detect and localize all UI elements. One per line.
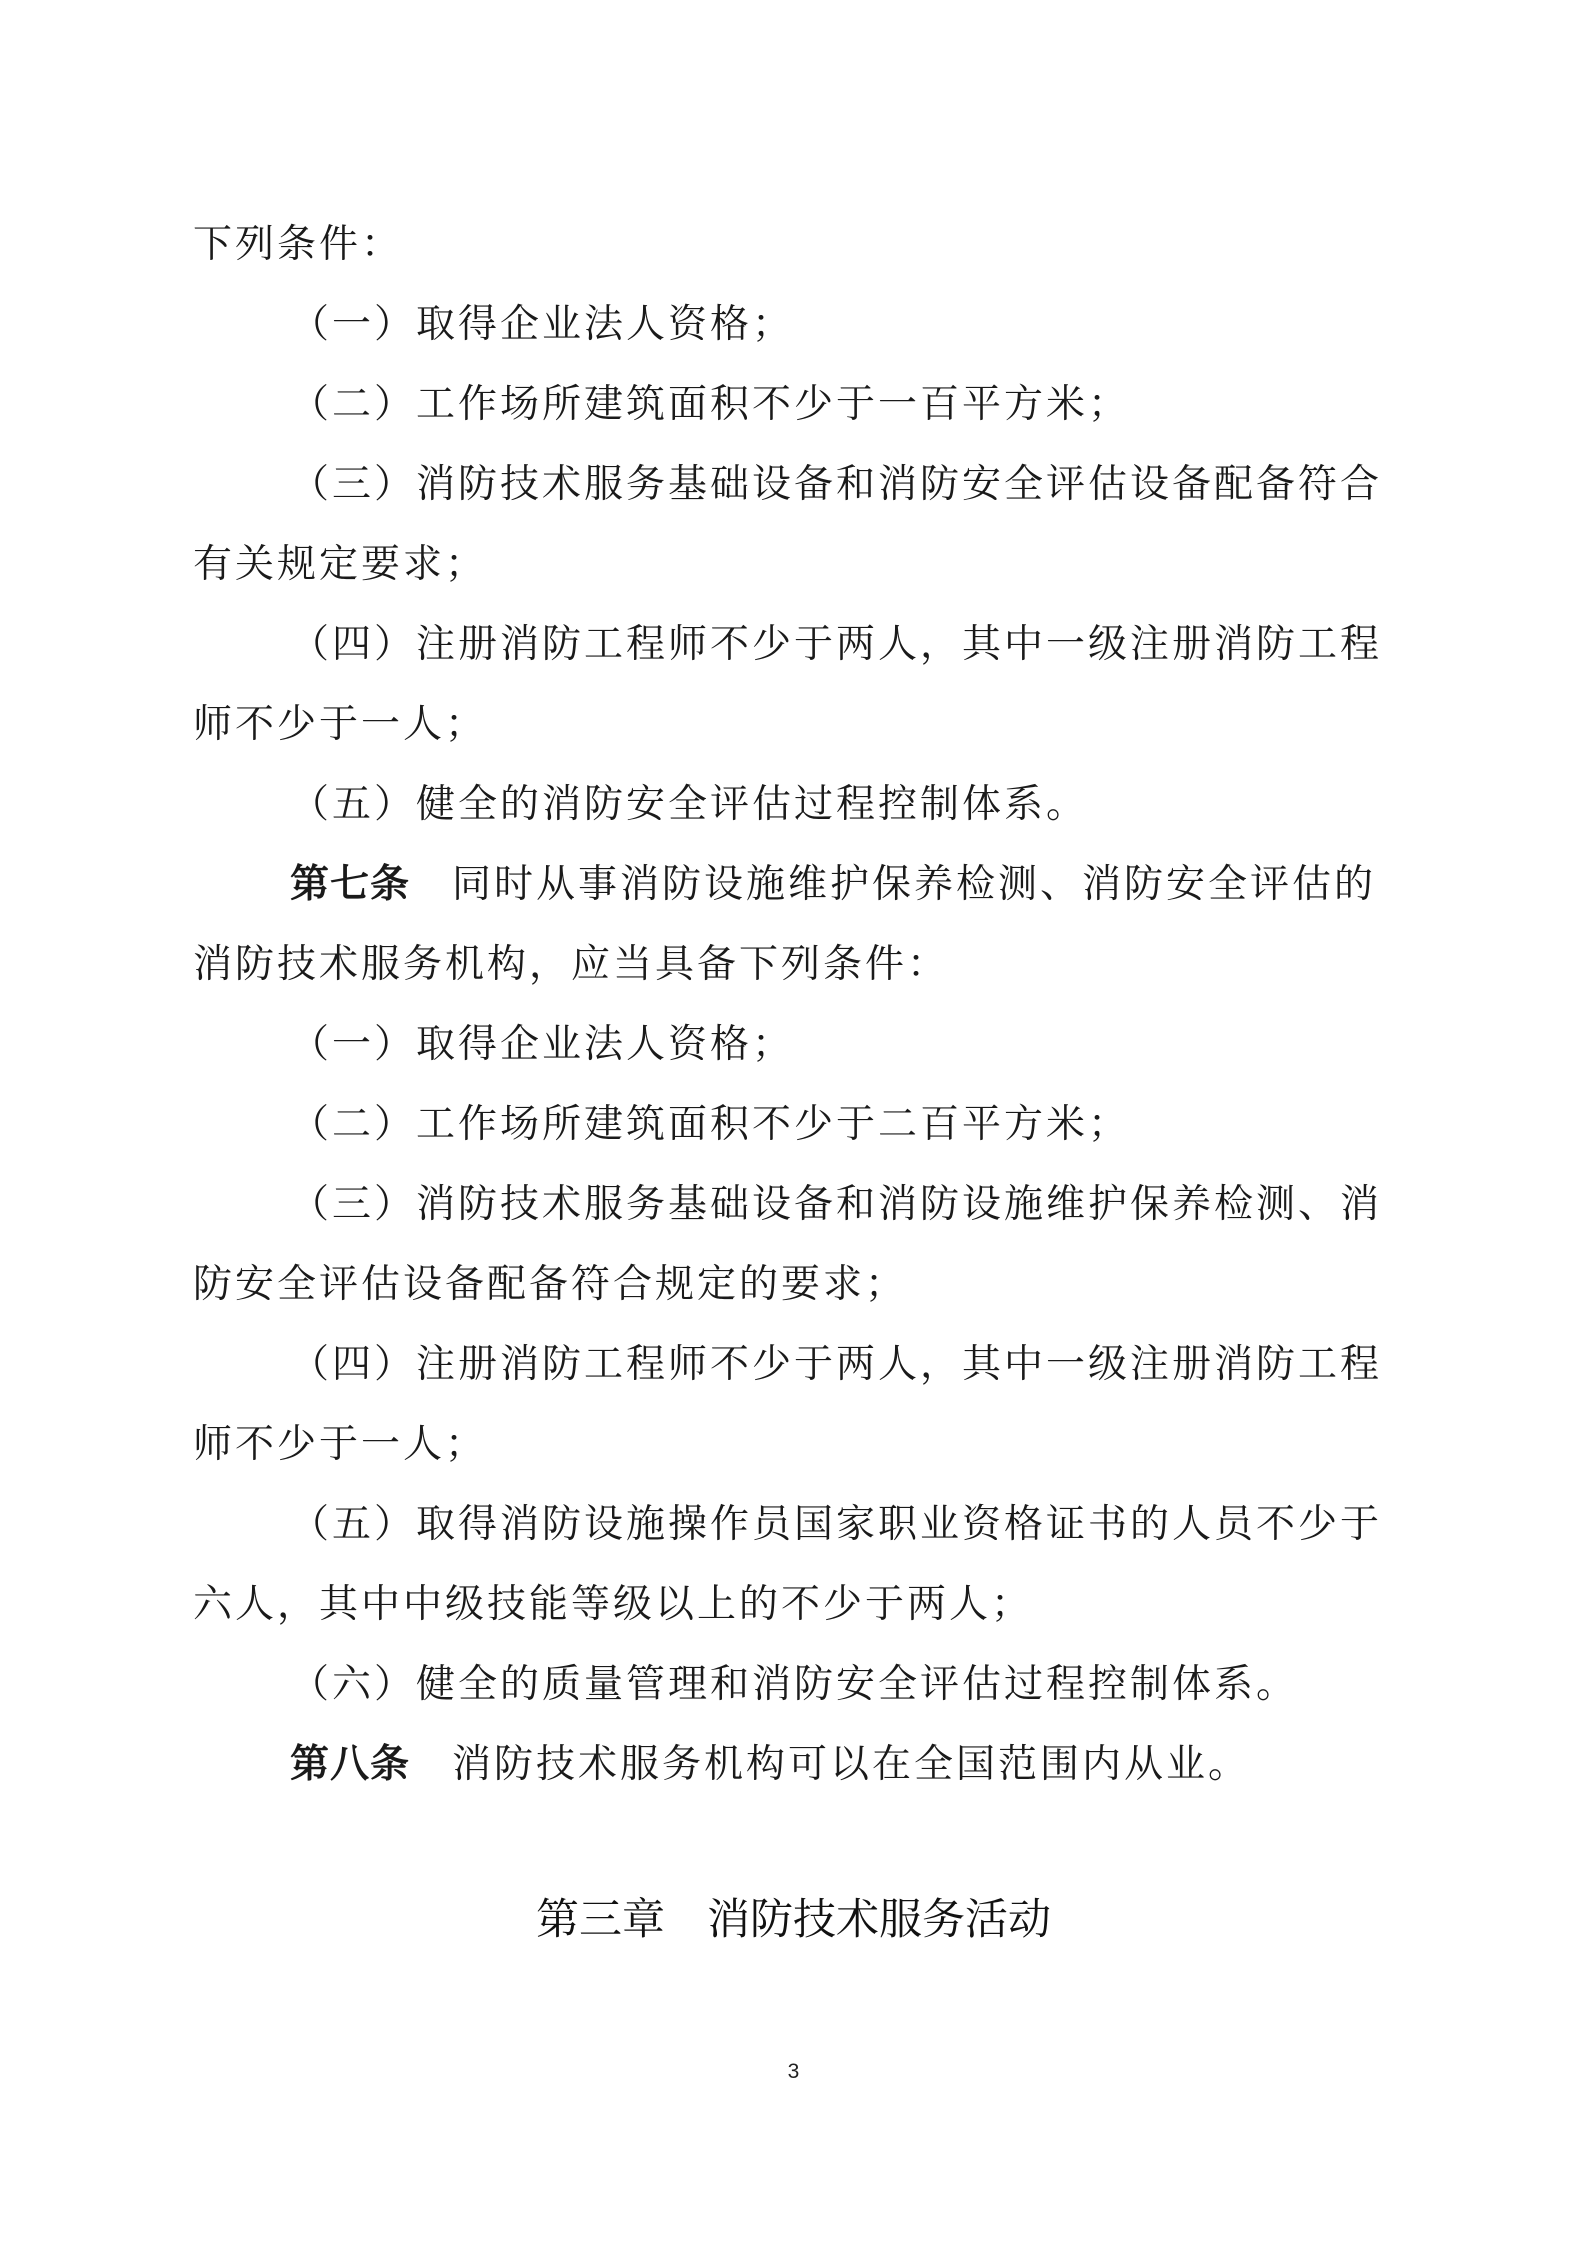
article-number: 第七条 [290,862,411,907]
text-line: 师不少于一人； [193,702,488,747]
article-8-heading [193,1725,1408,1805]
chapter-heading [0,1880,1587,1960]
list-item: （六）健全的质量管理和消防安全评估过程控制体系。 [290,1662,1299,1707]
text-line: 防安全评估设备配备符合规定的要求； [193,1262,908,1307]
list-item: （二）工作场所建筑面积不少于二百平方米； [290,1102,1131,1147]
text-line: 消防技术服务机构，应当具备下列条件： [193,942,950,987]
text-line: 下列条件： [193,222,404,267]
article-number: 第八条 [290,1742,411,1787]
list-item: （三）消防技术服务基础设备和消防安全评估设备配备符合 [290,462,1383,507]
article-text: 消防技术服务机构可以在全国范围内从业。 [452,1742,1251,1787]
article-text: 同时从事消防设施维护保养检测、消防安全评估的 [452,862,1377,907]
list-item: （一）取得企业法人资格； [290,1022,795,1067]
list-item: （二）工作场所建筑面积不少于一百平方米； [290,382,1131,427]
list-item: （五）取得消防设施操作员国家职业资格证书的人员不少于 [290,1502,1383,1547]
text-line: 师不少于一人； [193,1422,488,1467]
list-item: （一）取得企业法人资格； [290,302,795,347]
list-item: （五）健全的消防安全评估过程控制体系。 [290,782,1089,827]
page-number: 3 [787,2060,800,2083]
text-line: 有关规定要求； [193,542,488,587]
text-line: 六人，其中中级技能等级以上的不少于两人； [193,1582,1034,1627]
body-text [193,205,1408,1805]
list-item: （四）注册消防工程师不少于两人，其中一级注册消防工程 [290,1342,1383,1387]
chapter-title: 消防技术服务活动 [707,1895,1051,1945]
list-item: （四）注册消防工程师不少于两人，其中一级注册消防工程 [290,622,1383,667]
chapter-number: 第三章 [536,1895,665,1945]
article-7-heading [193,845,1408,925]
list-item: （三）消防技术服务基础设备和消防设施维护保养检测、消 [290,1182,1383,1227]
